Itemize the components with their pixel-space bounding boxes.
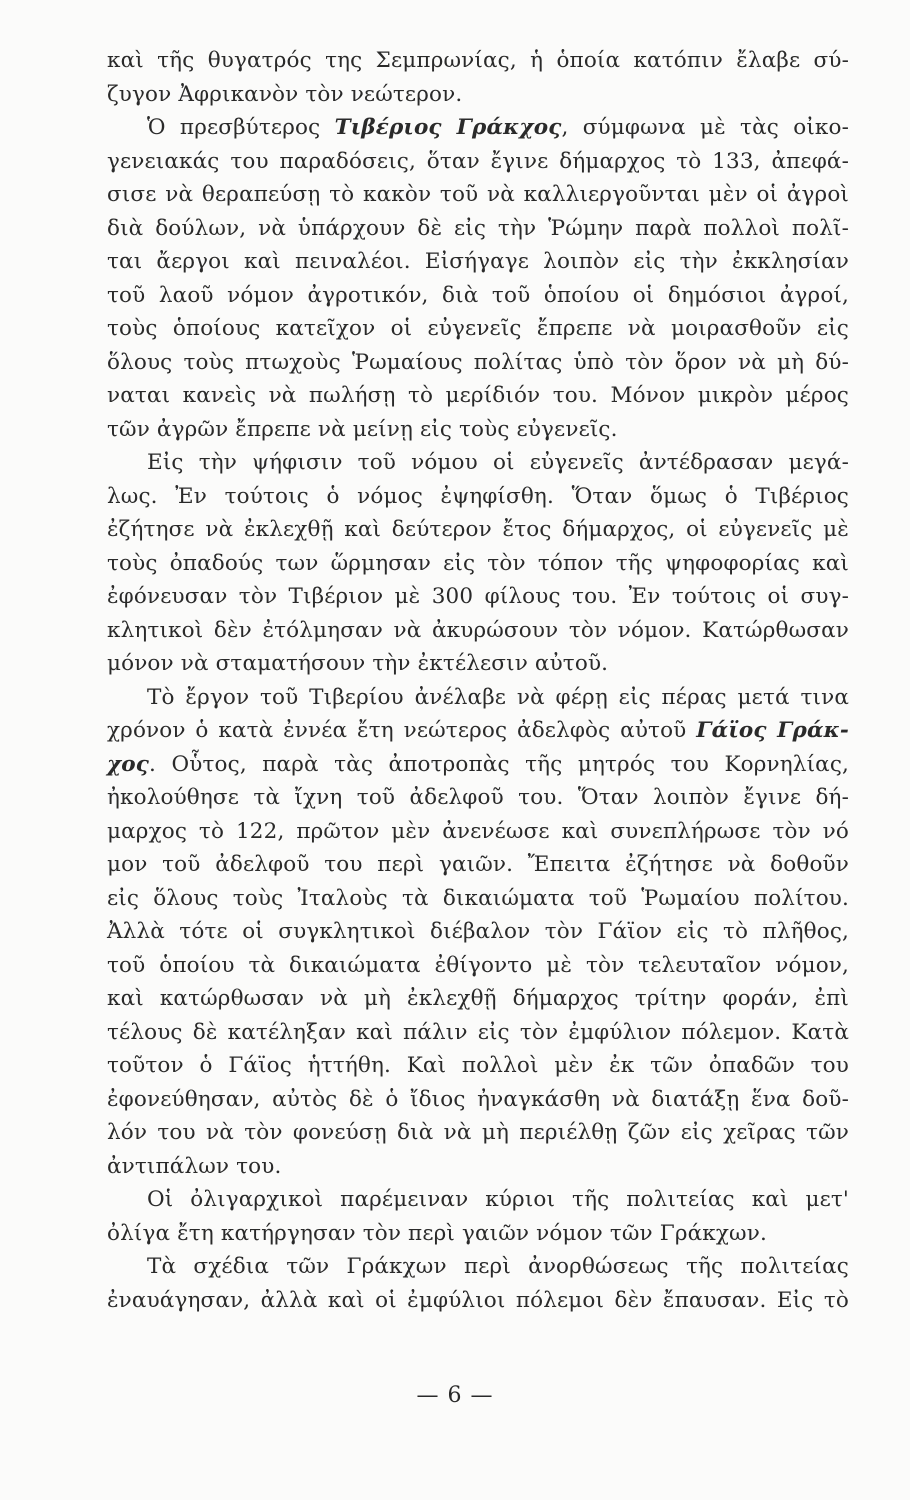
text-line [107, 1217, 849, 1251]
text-line [107, 1116, 849, 1150]
text-line [107, 681, 849, 715]
text-segment: Τὰ σχέδια τῶν Γράκχων περὶ ἀνορθώσεως τῆς πολιτείας [147, 1254, 849, 1279]
bold-name: Γάϊος Γράκ- [696, 718, 849, 743]
text-line [107, 513, 849, 547]
text-line [107, 212, 849, 246]
text-line [107, 1083, 849, 1117]
text-segment: ἐφονεύθησαν, αὐτὸς δὲ ὁ ἴδιος ἠναγκάσθη νὰ διατάξῃ ἕνα δοῦ- [107, 1086, 849, 1112]
text-segment: τέλους δὲ κατέληξαν καὶ πάλιν εἰς τὸν ἐμφύλιον πόλεμον. Κατὰ [107, 1019, 849, 1045]
text-segment: τῶν ἀγρῶν ἔπρεπε νὰ μείνῃ εἰς τοὺς εὐγενεῖς. [107, 416, 618, 442]
text-line [107, 413, 849, 447]
text-line [107, 949, 849, 983]
text-line [107, 245, 849, 279]
text-segment: καὶ κατώρθωσαν νὰ μὴ ἐκλεχθῇ δήμαρχος τρίτην φοράν, ἐπὶ [107, 986, 849, 1011]
bold-name: Τιβέριος Γράκχος [334, 115, 562, 140]
text-line [107, 848, 849, 882]
text-line [107, 78, 849, 112]
text-line [107, 915, 849, 949]
text-line [107, 781, 849, 815]
text-segment: , σύμφωνα μὲ τὰς οἰκο- [561, 115, 849, 140]
text-segment: ἠκολούθησε τὰ ἴχνη τοῦ ἀδελφοῦ του. Ὅταν λοιπὸν ἔγινε δή- [107, 785, 849, 810]
text-line [107, 1150, 849, 1184]
text-segment: Οἱ ὀλιγαρχικοὶ παρέμειναν κύριοι τῆς πολιτείας καὶ μετ' [147, 1187, 849, 1212]
text-segment: ὀλίγα ἔτη κατήργησαν τὸν περὶ γαιῶν νόμον τῶν Γράκχων. [107, 1220, 767, 1246]
text-segment: Ὁ πρεσβύτερος [147, 115, 335, 140]
text-line [107, 312, 849, 346]
text-segment: μον τοῦ ἀδελφοῦ του περὶ γαιῶν. Ἔπειτα ἐζήτησε νὰ δοθοῦν [107, 852, 849, 877]
text-segment: μαρχος τὸ 122, πρῶτον μὲν ἀνενέωσε καὶ συνεπλήρωσε τὸν νό [107, 818, 849, 844]
text-segment: διὰ δούλων, νὰ ὑπάρχουν δὲ εἰς τὴν Ῥώμην παρὰ πολλοὶ πολῖ- [107, 215, 849, 241]
text-line [107, 279, 849, 313]
text-segment: ἐναυάγησαν, ἀλλὰ καὶ οἱ ἐμφύλιοι πόλεμοι δὲν ἔπαυσαν. Εἰς τὸ [107, 1287, 849, 1313]
text-segment: ἐζήτησε νὰ ἐκλεχθῇ καὶ δεύτερον ἔτος δήμαρχος, οἱ εὐγενεῖς μὲ [107, 517, 849, 542]
text-segment: τοῦ λαοῦ νόμον ἀγροτικόν, διὰ τοῦ ὁποίου οἱ δημόσιοι ἀγροί, [107, 282, 849, 308]
text-segment: κλητικοὶ δὲν ἐτόλμησαν νὰ ἀκυρώσουν τὸν νόμον. Κατώρθωσαν [107, 617, 849, 643]
text-segment: μόνον νὰ σταματήσουν τὴν ἐκτέλεσιν αὐτοῦ. [107, 651, 609, 676]
text-segment: Εἰς τὴν ψήφισιν τοῦ νόμου οἱ εὐγενεῖς ἀντέδρασαν μεγά- [147, 450, 849, 475]
text-line [107, 580, 849, 614]
text-line [107, 982, 849, 1016]
text-segment: σισε νὰ θεραπεύσῃ τὸ κακὸν τοῦ νὰ καλλιεργοῦνται μὲν οἱ ἀγροὶ [107, 182, 849, 207]
text-line [107, 647, 849, 681]
text-segment: . Οὗτος, παρὰ τὰς ἀποτροπὰς τῆς μητρός του Κορνηλίας, [149, 751, 849, 777]
text-segment: τοῦτον ὁ Γάϊος ἡττήθη. Καὶ πολλοὶ μὲν ἐκ τῶν ὀπαδῶν του [107, 1053, 849, 1078]
text-segment: ἐφόνευσαν τὸν Τιβέριον μὲ 300 φίλους του. Ἐν τούτοις οἱ συγ- [107, 584, 849, 609]
text-segment: τοὺς ὀπαδούς των ὥρμησαν εἰς τὸν τόπον τῆς ψηφοφορίας καὶ [107, 550, 849, 576]
text-segment: Τὸ ἔργον τοῦ Τιβερίου ἀνέλαβε νὰ φέρῃ εἰς πέρας μετά τινα [147, 684, 849, 710]
text-segment: ται ἄεργοι καὶ πειναλέοι. Εἰσήγαγε λοιπὸν εἰς τὴν ἐκκλησίαν [107, 249, 849, 274]
text-line [107, 882, 849, 916]
text-segment: λως. Ἐν τούτοις ὁ νόμος ἐψηφίσθη. Ὅταν ὅμως ὁ Τιβέριος [107, 483, 849, 509]
text-segment: Ἀλλὰ τότε οἱ συγκλητικοὶ διέβαλον τὸν Γάϊον εἰς τὸ πλῆθος, [107, 919, 849, 944]
text-line [107, 1183, 849, 1217]
text-segment: λόν του νὰ τὸν φονεύσῃ διὰ νὰ μὴ περιέλθῃ ζῶν εἰς χεῖρας τῶν [107, 1120, 849, 1145]
text-segment: χρόνον ὁ κατὰ ἐννέα ἔτη νεώτερος ἀδελφὸς αὐτοῦ [107, 718, 697, 743]
text-line [107, 748, 849, 782]
text-line [107, 714, 849, 748]
text-line [107, 614, 849, 648]
text-line [107, 145, 849, 179]
text-segment: ὅλους τοὺς πτωχοὺς Ῥωμαίους πολίτας ὑπὸ τὸν ὅρον νὰ μὴ δύ- [107, 349, 849, 375]
text-segment: ναται κανεὶς νὰ πωλήσῃ τὸ μερίδιόν του. Μόνον μικρὸν μέρος [107, 383, 849, 408]
text-line [107, 178, 849, 212]
bold-name: χος [107, 751, 150, 777]
text-line [107, 547, 849, 581]
text-segment: τοῦ ὁποίου τὰ δικαιώματα ἐθίγοντο μὲ τὸν τελευταῖον νόμον, [107, 952, 849, 978]
text-line [107, 1284, 849, 1318]
text-segment: γενειακάς του παραδόσεις, ὅταν ἔγινε δήμαρχος τὸ 133, ἀπεφά- [107, 148, 849, 174]
text-line [107, 379, 849, 413]
text-line [107, 346, 849, 380]
text-segment: ἀντιπάλων του. [107, 1153, 282, 1179]
text-line [107, 480, 849, 514]
page-number: — 6 — [416, 1383, 494, 1408]
text-segment: εἰς ὅλους τοὺς Ἰταλοὺς τὰ δικαιώματα τοῦ Ῥωμαίου πολίτου. [107, 885, 849, 911]
text-line [107, 1250, 849, 1284]
text-line [107, 1049, 849, 1083]
text-segment: ζυγον Ἀφρικανὸν τὸν νεώτερον. [107, 81, 463, 107]
text-line [107, 815, 849, 849]
text-segment: τοὺς ὁποίους κατεῖχον οἱ εὐγενεῖς ἔπρεπε νὰ μοιρασθοῦν εἰς [107, 316, 849, 341]
text-line [107, 446, 849, 480]
text-line [107, 1016, 849, 1050]
body-text [107, 44, 849, 1317]
text-line [107, 44, 849, 78]
text-segment: καὶ τῆς θυγατρός της Σεμπρωνίας, ἡ ὁποία κατόπιν ἔλαβε σύ- [107, 48, 849, 73]
text-line [107, 111, 849, 145]
